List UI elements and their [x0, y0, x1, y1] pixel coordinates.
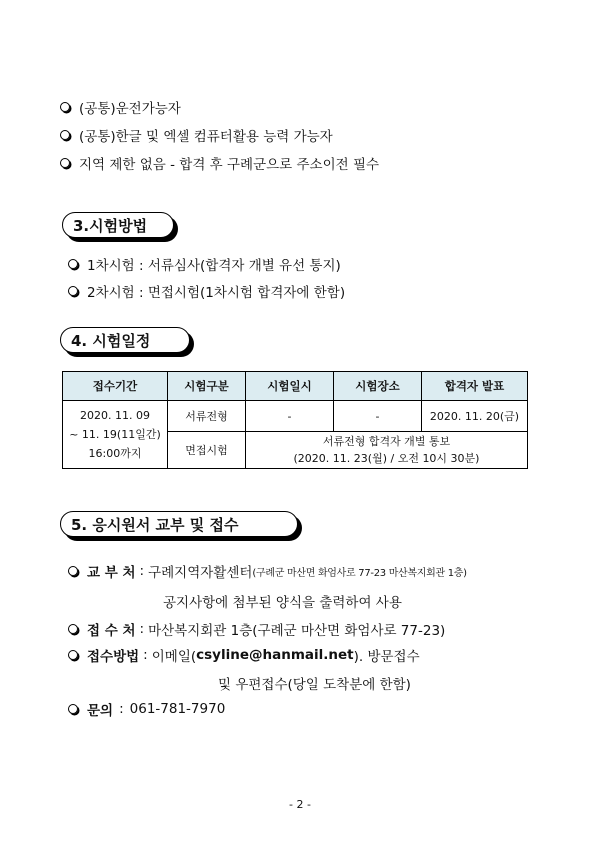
exam-type-cell: 서류전형 — [168, 401, 246, 432]
section-title: 3.시험방법 — [73, 216, 148, 235]
email-address: csyline@hanmail.net — [196, 647, 354, 663]
circle-bullet-icon — [60, 158, 70, 168]
method-label: 접수방법 — [87, 649, 140, 665]
table-row — [63, 401, 528, 432]
circle-bullet-icon — [68, 259, 78, 269]
receive-item: 접 수 처 : 마산복지회관 1층(구례군 마산면 화엄사로 77-23) — [68, 619, 445, 639]
announce-cell: 2020. 11. 20(금) — [422, 401, 528, 432]
header-cell: 접수기간 — [63, 372, 168, 401]
distribute-value: 구례지역자활센터 — [148, 565, 253, 581]
page-number: - 2 - — [289, 798, 311, 811]
period-line: 16:00까지 — [88, 447, 142, 460]
section-4-heading — [60, 327, 190, 353]
exam-type-cell: 면접시험 — [168, 432, 246, 469]
contact-value: 061-781-7970 — [129, 701, 226, 717]
header-cell: 시험일시 — [246, 372, 334, 401]
qualification-item — [60, 153, 379, 173]
circle-bullet-icon — [68, 650, 78, 660]
exam-method-text: 2차시험 : 면접시험(1차시험 합격자에 한함) — [87, 285, 346, 301]
distribute-note: 공지사항에 첨부된 양식을 출력하여 사용 — [163, 595, 402, 611]
section-title: 4. 시험일정 — [71, 331, 151, 350]
qualification-text: (공통)한글 및 엑셀 컴퓨터활용 능력 가능자 — [79, 129, 333, 145]
circle-bullet-icon — [68, 704, 78, 714]
method-prefix: 이메일( — [151, 649, 197, 665]
method-suffix: ). 방문접수 — [353, 649, 420, 665]
section-5-heading — [60, 511, 298, 537]
table-header-row — [63, 372, 528, 401]
notice-line: 서류전형 합격자 개별 통보 — [322, 435, 451, 448]
header-cell: 시험구분 — [168, 372, 246, 401]
section-title: 5. 응시원서 교부 및 접수 — [71, 515, 239, 534]
notice-line: (2020. 11. 23(월) / 오전 10시 30분) — [293, 452, 480, 465]
section-3-heading — [62, 212, 174, 238]
circle-bullet-icon — [68, 624, 78, 634]
circle-bullet-icon — [60, 102, 70, 112]
method-item: 접수방법 : 이메일( csyline@hanmail.net ). 방문접수 — [68, 645, 420, 665]
period-line: ~ 11. 19(11일간) — [69, 428, 161, 441]
receive-value: 마산복지회관 1층(구례군 마산면 화엄사로 77-23) — [148, 623, 446, 639]
exam-place-cell: - — [334, 401, 422, 432]
method-note: 및 우편접수(당일 도착분에 한함) — [218, 677, 411, 693]
circle-bullet-icon — [68, 566, 78, 576]
exam-schedule-table — [62, 371, 528, 469]
distribute-item: 교 부 처 : 구례지역자활센터 (구례군 마산면 화엄사로 77-23 마산복지회관 1층) — [68, 561, 467, 581]
contact-item: 문의 : 061-781-7970 — [68, 699, 225, 719]
header-cell: 합격자 발표 — [422, 372, 528, 401]
period-line: 2020. 11. 09 — [80, 409, 150, 422]
qualification-text: (공통)운전가능자 — [79, 101, 181, 117]
contact-label: 문의 — [87, 703, 114, 719]
qualification-text: 지역 제한 없음 - 합격 후 구례군으로 주소이전 필수 — [79, 157, 380, 173]
qualification-item — [60, 97, 181, 117]
merged-notice-cell — [246, 432, 528, 469]
exam-method-item — [68, 254, 341, 274]
header-cell: 시험장소 — [334, 372, 422, 401]
circle-bullet-icon — [68, 286, 78, 296]
circle-bullet-icon — [60, 130, 70, 140]
qualification-item — [60, 125, 333, 145]
exam-date-cell: - — [246, 401, 334, 432]
exam-method-item — [68, 281, 345, 301]
distribute-address: (구례군 마산면 화엄사로 77-23 마산복지회관 1층) — [252, 567, 467, 579]
receive-label: 접 수 처 — [87, 623, 136, 639]
distribute-label: 교 부 처 — [87, 565, 136, 581]
exam-method-text: 1차시험 : 서류심사(합격자 개별 유선 통지) — [87, 258, 341, 274]
application-period-cell — [63, 401, 168, 469]
